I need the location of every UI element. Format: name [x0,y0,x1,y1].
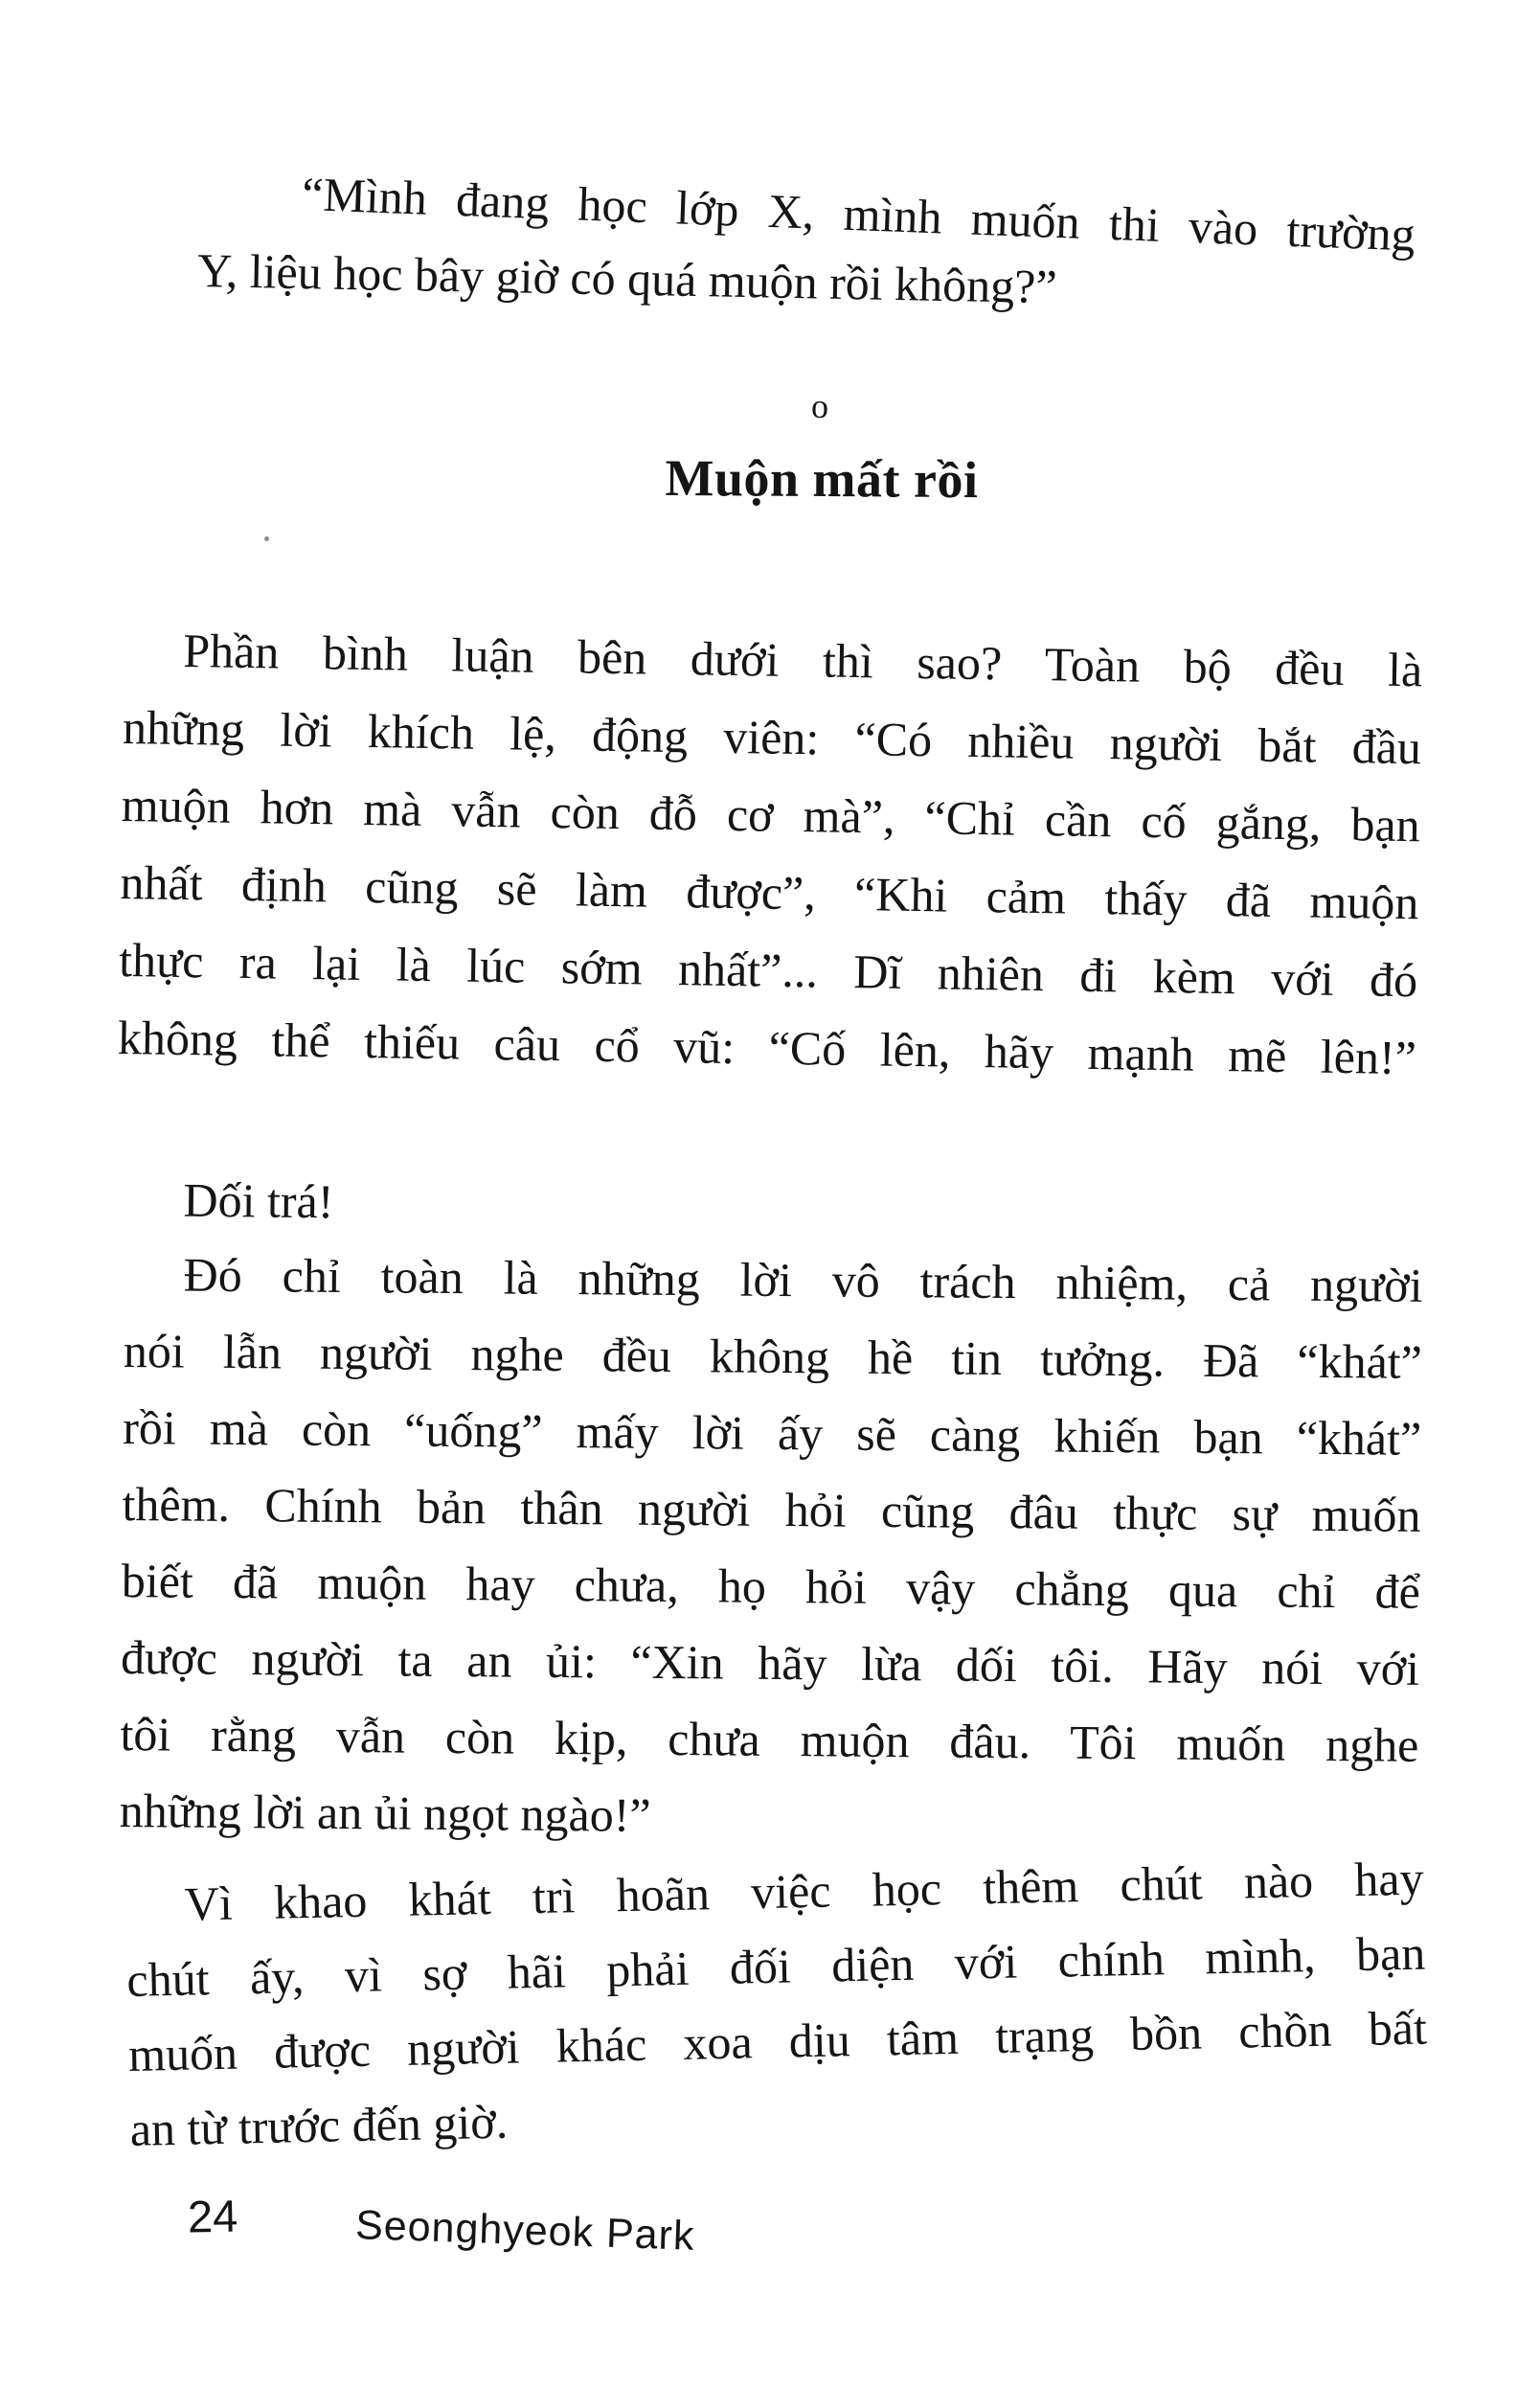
body-line: rồi mà còn “uống” mấy lời ấy sẽ càng khiến bạn “khát” [123,1399,1422,1466]
body-line: muộn hơn mà vẫn còn đỗ cơ mà”, “Chỉ cần cố gắng, bạn [121,777,1421,852]
quote-line: “Mình đang học lớp X, mình muốn thi vào trường [301,167,1416,261]
body-line: những lời an ủi ngọt ngào!” [119,1783,651,1842]
quote-line: Y, liệu học bây giờ có quá muộn rồi không?” [196,242,1058,314]
body-line: Dối trá! [183,1172,334,1229]
body-line: an từ trước đến giờ. [129,2094,509,2156]
paragraph [117,611,1422,1097]
epigraph-quote [196,149,1417,314]
paragraph [125,1841,1429,2167]
paragraph [119,1236,1423,1860]
body-line: những lời khích lệ, động viên: “Có nhiều người bắt đầu [122,699,1422,775]
body-line: không thể thiếu câu cổ vũ: “Cố lên, hãy mạnh mẽ lên!” [117,1010,1417,1085]
body-line: thêm. Chính bản thân người hỏi cũng đâu thực sự muốn [122,1476,1421,1542]
body-line: nhất định cũng sẽ làm được”, “Khi cảm thấy đã muộn [120,854,1419,930]
body-line: Vì khao khát trì hoãn việc học thêm chút nào hay [184,1851,1425,1931]
scan-speck [264,536,269,541]
body-line: biết đã muộn hay chưa, họ hỏi vậy chẳng qua chỉ để [121,1553,1421,1619]
body-line: nói lẫn người nghe đều không hề tin tưởng. Đã “khát” [123,1323,1423,1389]
page-number: 24 [187,2190,238,2242]
body-line: muốn được người khác xoa dịu tâm trạng bồn chồn bất [127,2000,1428,2081]
section-divider-ornament: o [811,387,828,425]
chapter-title: Muộn mất rồi [665,448,979,510]
body-line: chút ấy, vì sợ hãi phải đối diện với chính mình, bạn [125,1925,1426,2007]
body-line: tôi rằng vẫn còn kịp, chưa muộn đâu. Tôi muốn nghe [120,1706,1419,1772]
body-line: thực ra lại là lúc sớm nhất”... Dĩ nhiên đi kèm với đó [118,932,1418,1008]
body-line: Đó chỉ toàn là những lời vô trách nhiệm, cả người [183,1247,1423,1312]
body-line: Phần bình luận bên dưới thì sao? Toàn bộ đều là [182,623,1423,697]
body-line: được người ta an ủi: “Xin hãy lừa dối tôi. Hãy nói với [120,1629,1420,1695]
author-name: Seonghyeok Park [354,2201,696,2260]
